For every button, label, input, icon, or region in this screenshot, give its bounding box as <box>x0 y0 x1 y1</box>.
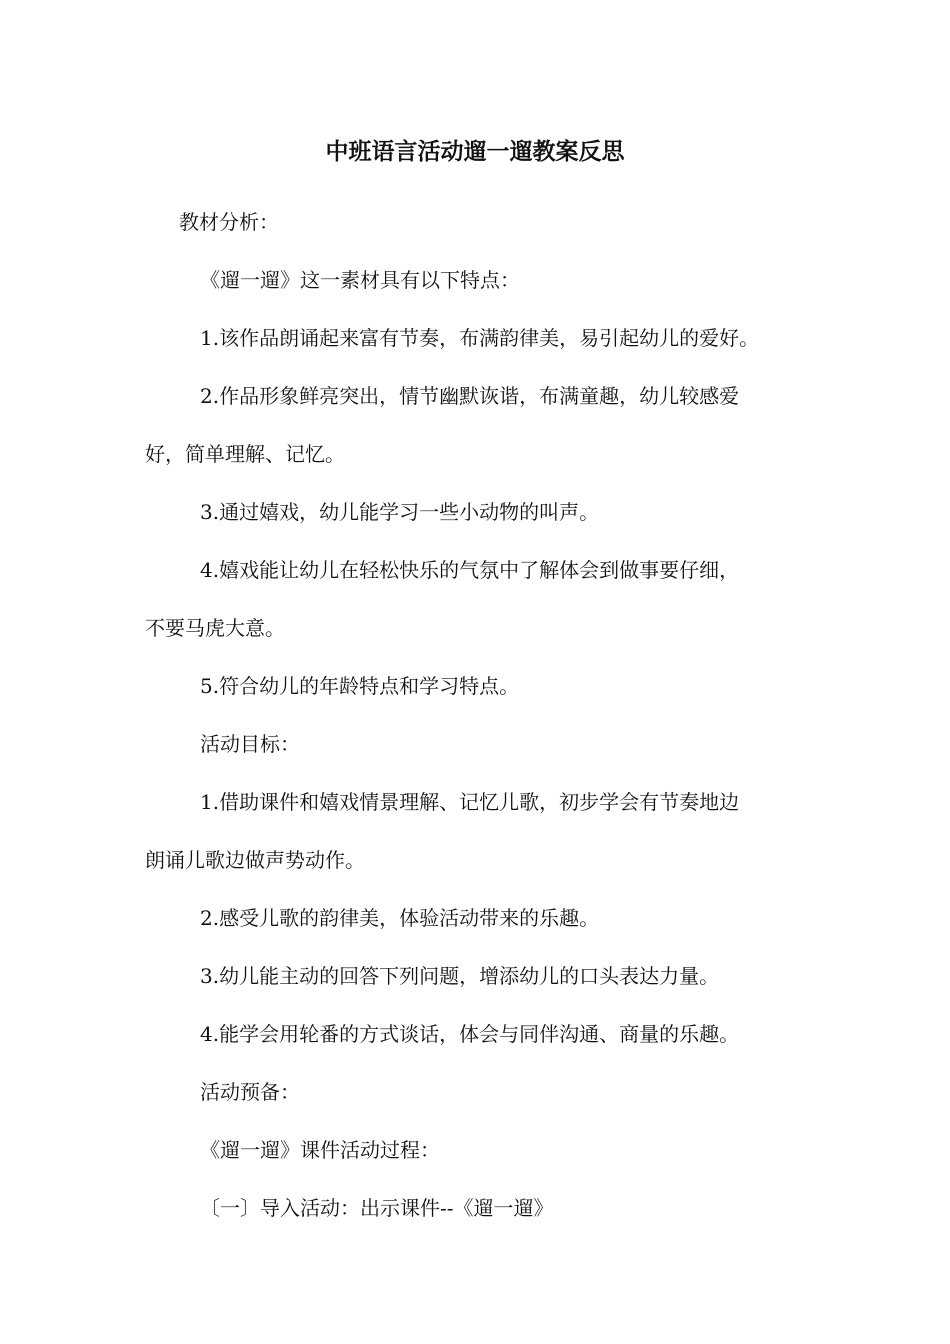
list-item-line: 1.借助课件和嬉戏情景理解、记忆儿歌，初步学会有节奏地边 <box>200 790 740 814</box>
list-item-line: 2.感受儿歌的韵律美，体验活动带来的乐趣。 <box>200 906 600 930</box>
list-item-line: 1.该作品朗诵起来富有节奏，布满韵律美，易引起幼儿的爱好。 <box>200 326 760 350</box>
list-item-line: 2.作品形象鲜亮突出，情节幽默诙谐，布满童趣，幼儿较感爱 <box>200 384 740 408</box>
section-heading-materials: 教材分析： <box>179 210 279 234</box>
paragraph-line: 《遛一遛》课件活动过程： <box>200 1138 440 1162</box>
paragraph-line: 《遛一遛》这一素材具有以下特点： <box>200 268 520 292</box>
list-item-line: 3.幼儿能主动的回答下列问题，增添幼儿的口头表达力量。 <box>200 964 720 988</box>
list-item-line: 3.通过嬉戏，幼儿能学习一些小动物的叫声。 <box>200 500 600 524</box>
list-item-line: 4.能学会用轮番的方式谈话，体会与同伴沟通、商量的乐趣。 <box>200 1022 740 1046</box>
list-item-line: 4.嬉戏能让幼儿在轻松快乐的气氛中了解体会到做事要仔细， <box>200 558 740 582</box>
paragraph-line: 〔一〕导入活动：出示课件--《遛一遛》 <box>200 1196 554 1220</box>
list-item-line: 5.符合幼儿的年龄特点和学习特点。 <box>200 674 520 698</box>
list-item-continuation: 朗诵儿歌边做声势动作。 <box>145 848 365 872</box>
section-heading-goals: 活动目标： <box>200 732 300 756</box>
list-item-continuation: 不要马虎大意。 <box>145 616 285 640</box>
list-item-continuation: 好，简单理解、记忆。 <box>145 442 345 466</box>
section-heading-preparation: 活动预备： <box>200 1080 300 1104</box>
page-title: 中班语言活动遛一遛教案反思 <box>325 138 625 165</box>
